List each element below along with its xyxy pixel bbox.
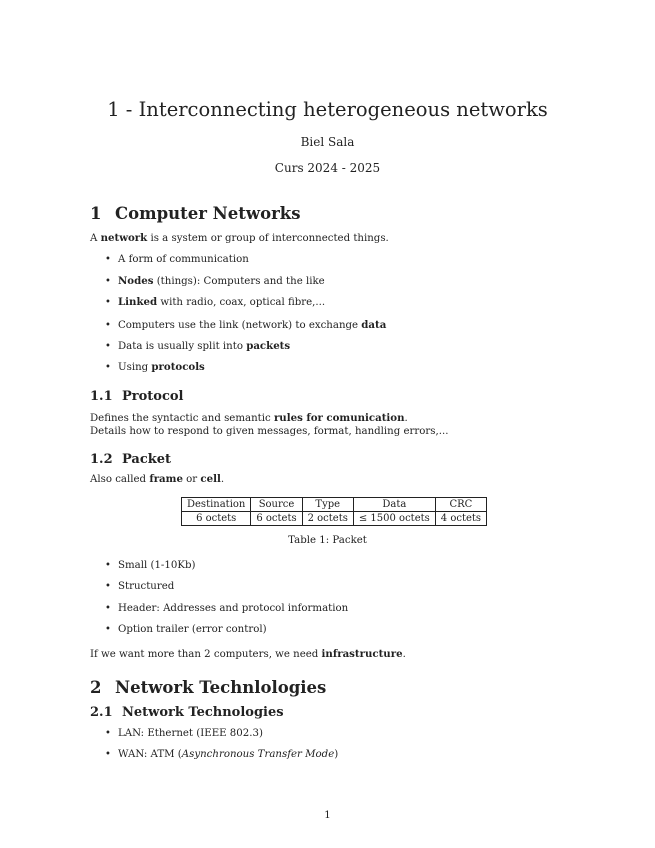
list-item (105, 581, 174, 592)
text-run: is a system or group of interconnected things. (147, 233, 389, 244)
list-item-text: Data is usually split into (118, 341, 247, 352)
bold-term: frame (149, 473, 183, 485)
list-item (105, 254, 249, 265)
list-item-text: Structured (118, 581, 175, 592)
list-item (105, 560, 195, 571)
section-heading-network-technologies (90, 678, 326, 697)
bullet-icon: • (105, 624, 111, 635)
section-title: Network Technlologies (115, 678, 327, 697)
subsection-heading-network-technologies (90, 705, 284, 720)
section-title: Protocol (122, 389, 184, 404)
section-number: 1.2 (90, 452, 113, 467)
list-item-text: Small (1-10Kb) (118, 560, 196, 571)
bullet-icon: • (105, 749, 111, 760)
list-item (105, 296, 325, 308)
list-item-text: ) (334, 749, 339, 760)
document-date: Curs 2024 - 2025 (274, 161, 381, 175)
bold-term: packets (246, 340, 291, 352)
text-run: . (404, 413, 408, 424)
list-item (105, 624, 267, 635)
network-definition-paragraph (90, 232, 389, 245)
paragraph-line: Details how to respond to given messages, format, handling errors,... (90, 426, 449, 437)
infrastructure-paragraph (90, 648, 406, 661)
protocol-paragraph (90, 412, 448, 438)
table-cell: ≤ 1500 octets (353, 512, 435, 526)
document-title: 1 - Interconnecting heterogeneous networks (107, 98, 548, 121)
list-item (105, 361, 205, 373)
bold-term: infrastructure (321, 648, 403, 660)
bold-term: network (100, 232, 148, 244)
bullet-icon: • (105, 362, 111, 373)
bullet-icon: • (105, 297, 111, 308)
text-run: . (220, 474, 225, 485)
section-number: 2 (90, 678, 102, 697)
bullet-icon: • (105, 728, 111, 739)
list-item-text: WAN: ATM ( (118, 749, 182, 760)
table-caption: Table 1: Packet (288, 535, 367, 546)
subsection-heading-protocol (90, 389, 184, 404)
table-header-cell: Data (353, 498, 435, 512)
list-item-text: Option trailer (error control) (118, 624, 267, 635)
text-run: or (182, 474, 201, 485)
list-item (105, 603, 348, 614)
list-item (105, 728, 263, 739)
text-run: If we want more than 2 computers, we need (90, 649, 322, 660)
list-item-text: Computers use the link (network) to exchange (118, 320, 362, 331)
section-title: Computer Networks (115, 204, 301, 223)
table-header-cell: Type (302, 498, 353, 512)
bullet-icon: • (105, 341, 111, 352)
section-number: 1.1 (90, 389, 113, 404)
list-item (105, 340, 290, 352)
table-cell: 6 octets (251, 512, 302, 526)
bullet-icon: • (105, 581, 111, 592)
list-item-text: Header: Addresses and protocol information (118, 603, 349, 614)
bold-term: Nodes (118, 275, 154, 287)
list-item (105, 749, 338, 760)
list-item-text: LAN: Ethernet (IEEE 802.3) (118, 728, 263, 739)
packet-intro-paragraph (90, 473, 224, 486)
text-run: A (90, 233, 101, 244)
bullet-icon: • (105, 320, 111, 331)
bold-term: protocols (151, 361, 205, 373)
text-run: Also called (90, 474, 150, 485)
section-number: 1 (90, 204, 102, 223)
document-author: Biel Sala (300, 135, 355, 149)
table-header-cell: CRC (435, 498, 486, 512)
italic-term: Asynchronous Transfer Mode (181, 749, 335, 760)
list-item-text: Using (118, 362, 152, 373)
table-cell: 6 octets (182, 512, 251, 526)
packet-table (181, 497, 487, 526)
subsection-heading-packet (90, 452, 171, 467)
table-cell: 4 octets (435, 512, 486, 526)
text-run: . (402, 649, 406, 660)
table-cell: 2 octets (302, 512, 353, 526)
table-row (182, 512, 487, 526)
bullet-icon: • (105, 254, 111, 265)
list-item-text: with radio, coax, optical fibre,... (157, 297, 326, 308)
section-title: Network Technologies (122, 705, 284, 720)
table-header-row (182, 498, 487, 512)
bullet-icon: • (105, 603, 111, 614)
section-heading-computer-networks (90, 204, 301, 223)
list-item-text: (things): Computers and the like (153, 276, 325, 287)
list-item-text: A form of communication (118, 254, 249, 265)
list-item (105, 275, 325, 287)
text-run: Defines the syntactic and semantic (90, 413, 274, 424)
table-header-cell: Source (251, 498, 302, 512)
page-number: 1 (324, 810, 331, 821)
table-header-cell: Destination (182, 498, 251, 512)
bullet-icon: • (105, 276, 111, 287)
bold-term: cell (200, 473, 221, 485)
section-title: Packet (122, 452, 172, 467)
section-number: 2.1 (90, 705, 113, 720)
paragraph-line (90, 412, 448, 425)
bold-term: Linked (118, 296, 158, 308)
list-item (105, 319, 386, 331)
bold-term: rules for comunication (273, 412, 405, 424)
bullet-icon: • (105, 560, 111, 571)
bold-term: data (361, 319, 387, 331)
